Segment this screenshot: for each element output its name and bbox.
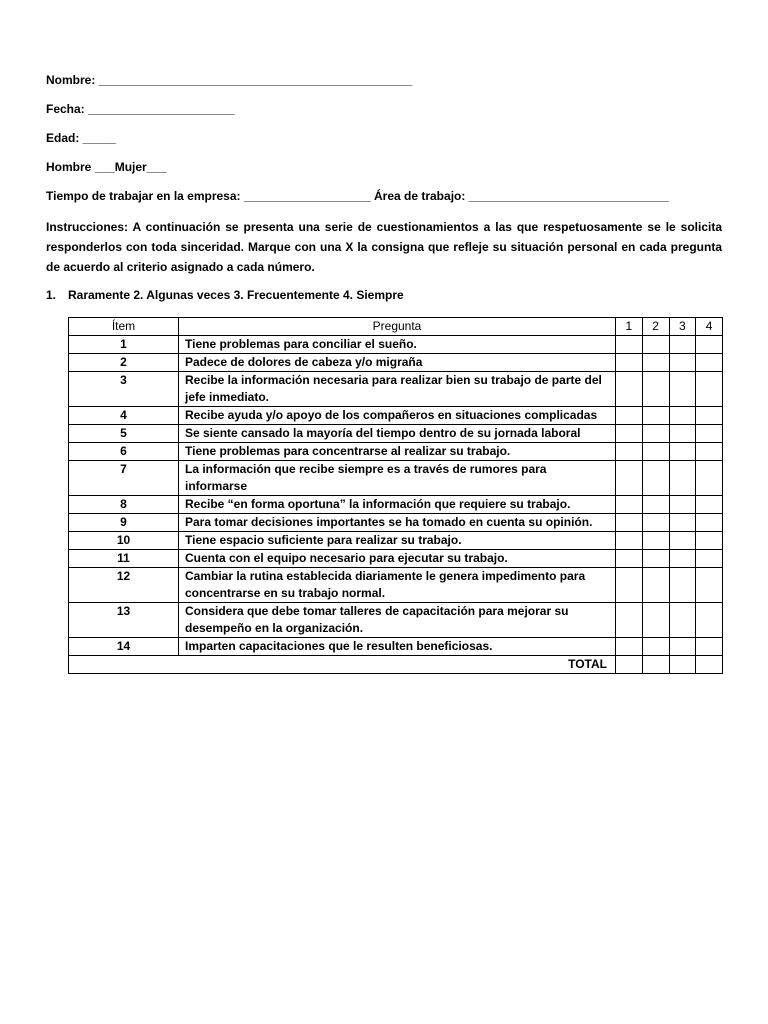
total-label: TOTAL	[69, 656, 616, 674]
answer-cell-4[interactable]	[696, 638, 723, 656]
answer-cell-1[interactable]	[616, 568, 643, 603]
question-text: Recibe ayuda y/o apoyo de los compañeros en situaciones complicadas	[179, 407, 616, 425]
table-row	[69, 354, 723, 372]
survey-body	[69, 336, 723, 674]
answer-cell-1[interactable]	[616, 496, 643, 514]
question-text: Imparten capacitaciones que le resulten beneficiosas.	[179, 638, 616, 656]
question-text: Para tomar decisiones importantes se ha tomado en cuenta su opinión.	[179, 514, 616, 532]
total-cell-3[interactable]	[669, 656, 696, 674]
answer-cell-2[interactable]	[642, 496, 669, 514]
scale-text: Raramente 2. Algunas veces 3. Frecuentemente 4. Siempre	[68, 288, 404, 302]
answer-cell-3[interactable]	[669, 336, 696, 354]
item-number: 3	[69, 372, 179, 407]
header-4: 4	[696, 318, 723, 336]
question-text: Cuenta con el equipo necesario para ejecutar su trabajo.	[179, 550, 616, 568]
answer-cell-3[interactable]	[669, 354, 696, 372]
item-number: 2	[69, 354, 179, 372]
answer-cell-3[interactable]	[669, 532, 696, 550]
table-row	[69, 603, 723, 638]
item-number: 14	[69, 638, 179, 656]
answer-cell-4[interactable]	[696, 514, 723, 532]
answer-cell-4[interactable]	[696, 603, 723, 638]
answer-cell-4[interactable]	[696, 461, 723, 496]
question-text: La información que recibe siempre es a través de rumores para informarse	[179, 461, 616, 496]
table-row	[69, 372, 723, 407]
answer-cell-1[interactable]	[616, 407, 643, 425]
total-cell-1[interactable]	[616, 656, 643, 674]
table-header-row	[69, 318, 723, 336]
item-number: 13	[69, 603, 179, 638]
answer-cell-2[interactable]	[642, 514, 669, 532]
question-text: Tiene espacio suficiente para realizar su trabajo.	[179, 532, 616, 550]
instructions-text: Instrucciones: A continuación se presenta una serie de cuestionamientos a las que respetuosamente se le solicita responderlos con toda sinceridad. Marque con una X la consigna que refleje su situación personal en cada pregunta de acuerdo al criterio asignado a cada número.	[46, 220, 722, 274]
item-number: 6	[69, 443, 179, 461]
answer-cell-2[interactable]	[642, 407, 669, 425]
answer-cell-1[interactable]	[616, 443, 643, 461]
answer-cell-4[interactable]	[696, 354, 723, 372]
answer-cell-1[interactable]	[616, 336, 643, 354]
answer-cell-3[interactable]	[669, 514, 696, 532]
header-2: 2	[642, 318, 669, 336]
tiempo-area-field[interactable]: Tiempo de trabajar en la empresa: ___________________ Área de trabajo: ______________________________	[46, 189, 669, 203]
question-text: Padece de dolores de cabeza y/o migraña	[179, 354, 616, 372]
table-row	[69, 407, 723, 425]
table-row	[69, 514, 723, 532]
table-row	[69, 461, 723, 496]
survey-table	[68, 317, 723, 674]
answer-cell-3[interactable]	[669, 496, 696, 514]
header-item: Ítem	[69, 318, 179, 336]
question-text: Recibe “en forma oportuna” la información que requiere su trabajo.	[179, 496, 616, 514]
answer-cell-4[interactable]	[696, 425, 723, 443]
question-text: Tiene problemas para conciliar el sueño.	[179, 336, 616, 354]
answer-cell-2[interactable]	[642, 532, 669, 550]
answer-cell-2[interactable]	[642, 443, 669, 461]
answer-cell-4[interactable]	[696, 443, 723, 461]
answer-cell-2[interactable]	[642, 550, 669, 568]
sexo-field[interactable]: Hombre ___Mujer___	[46, 160, 167, 174]
answer-cell-2[interactable]	[642, 425, 669, 443]
form-page	[46, 72, 722, 309]
total-cell-2[interactable]	[642, 656, 669, 674]
question-text: Se siente cansado la mayoría del tiempo dentro de su jornada laboral	[179, 425, 616, 443]
nombre-field[interactable]: Nombre: _______________________________________________	[46, 73, 413, 87]
answer-cell-4[interactable]	[696, 372, 723, 407]
answer-cell-2[interactable]	[642, 372, 669, 407]
answer-cell-1[interactable]	[616, 532, 643, 550]
answer-cell-3[interactable]	[669, 603, 696, 638]
answer-cell-2[interactable]	[642, 336, 669, 354]
answer-cell-3[interactable]	[669, 372, 696, 407]
item-number: 10	[69, 532, 179, 550]
table-row	[69, 336, 723, 354]
answer-cell-1[interactable]	[616, 354, 643, 372]
answer-cell-4[interactable]	[696, 568, 723, 603]
answer-cell-4[interactable]	[696, 550, 723, 568]
total-row	[69, 656, 723, 674]
answer-cell-2[interactable]	[642, 603, 669, 638]
edad-field[interactable]: Edad: _____	[46, 131, 117, 145]
header-3: 3	[669, 318, 696, 336]
answer-cell-1[interactable]	[616, 372, 643, 407]
answer-cell-3[interactable]	[669, 568, 696, 603]
item-number: 11	[69, 550, 179, 568]
answer-cell-4[interactable]	[696, 496, 723, 514]
item-number: 12	[69, 568, 179, 603]
item-number: 4	[69, 407, 179, 425]
question-text: Considera que debe tomar talleres de capacitación para mejorar su desempeño en la organización.	[179, 603, 616, 638]
total-cell-4[interactable]	[696, 656, 723, 674]
table-row	[69, 532, 723, 550]
scale-number: 1.	[46, 288, 57, 302]
answer-cell-1[interactable]	[616, 638, 643, 656]
question-text: Recibe la información necesaria para realizar bien su trabajo de parte del jefe inmediato.	[179, 372, 616, 407]
answer-cell-3[interactable]	[669, 550, 696, 568]
table-row	[69, 638, 723, 656]
answer-cell-4[interactable]	[696, 407, 723, 425]
answer-cell-3[interactable]	[669, 638, 696, 656]
answer-cell-1[interactable]	[616, 550, 643, 568]
answer-cell-2[interactable]	[642, 638, 669, 656]
answer-cell-3[interactable]	[669, 425, 696, 443]
answer-cell-4[interactable]	[696, 336, 723, 354]
question-text: Tiene problemas para concentrarse al realizar su trabajo.	[179, 443, 616, 461]
table-row	[69, 443, 723, 461]
answer-cell-1[interactable]	[616, 603, 643, 638]
table-row	[69, 568, 723, 603]
answer-cell-1[interactable]	[616, 514, 643, 532]
item-number: 1	[69, 336, 179, 354]
item-number: 8	[69, 496, 179, 514]
header-pregunta: Pregunta	[179, 318, 616, 336]
header-1: 1	[616, 318, 643, 336]
answer-cell-2[interactable]	[642, 461, 669, 496]
table-row	[69, 425, 723, 443]
answer-cell-1[interactable]	[616, 461, 643, 496]
question-text: Cambiar la rutina establecida diariamente le genera impedimento para concentrarse en su trabajo normal.	[179, 568, 616, 603]
scale-legend	[46, 287, 722, 303]
table-row	[69, 496, 723, 514]
answer-cell-4[interactable]	[696, 532, 723, 550]
answer-cell-1[interactable]	[616, 425, 643, 443]
item-number: 9	[69, 514, 179, 532]
fecha-field[interactable]: Fecha: ______________________	[46, 102, 235, 116]
answer-cell-3[interactable]	[669, 461, 696, 496]
answer-cell-3[interactable]	[669, 443, 696, 461]
answer-cell-3[interactable]	[669, 407, 696, 425]
item-number: 7	[69, 461, 179, 496]
item-number: 5	[69, 425, 179, 443]
answer-cell-2[interactable]	[642, 354, 669, 372]
answer-cell-2[interactable]	[642, 568, 669, 603]
table-row	[69, 550, 723, 568]
